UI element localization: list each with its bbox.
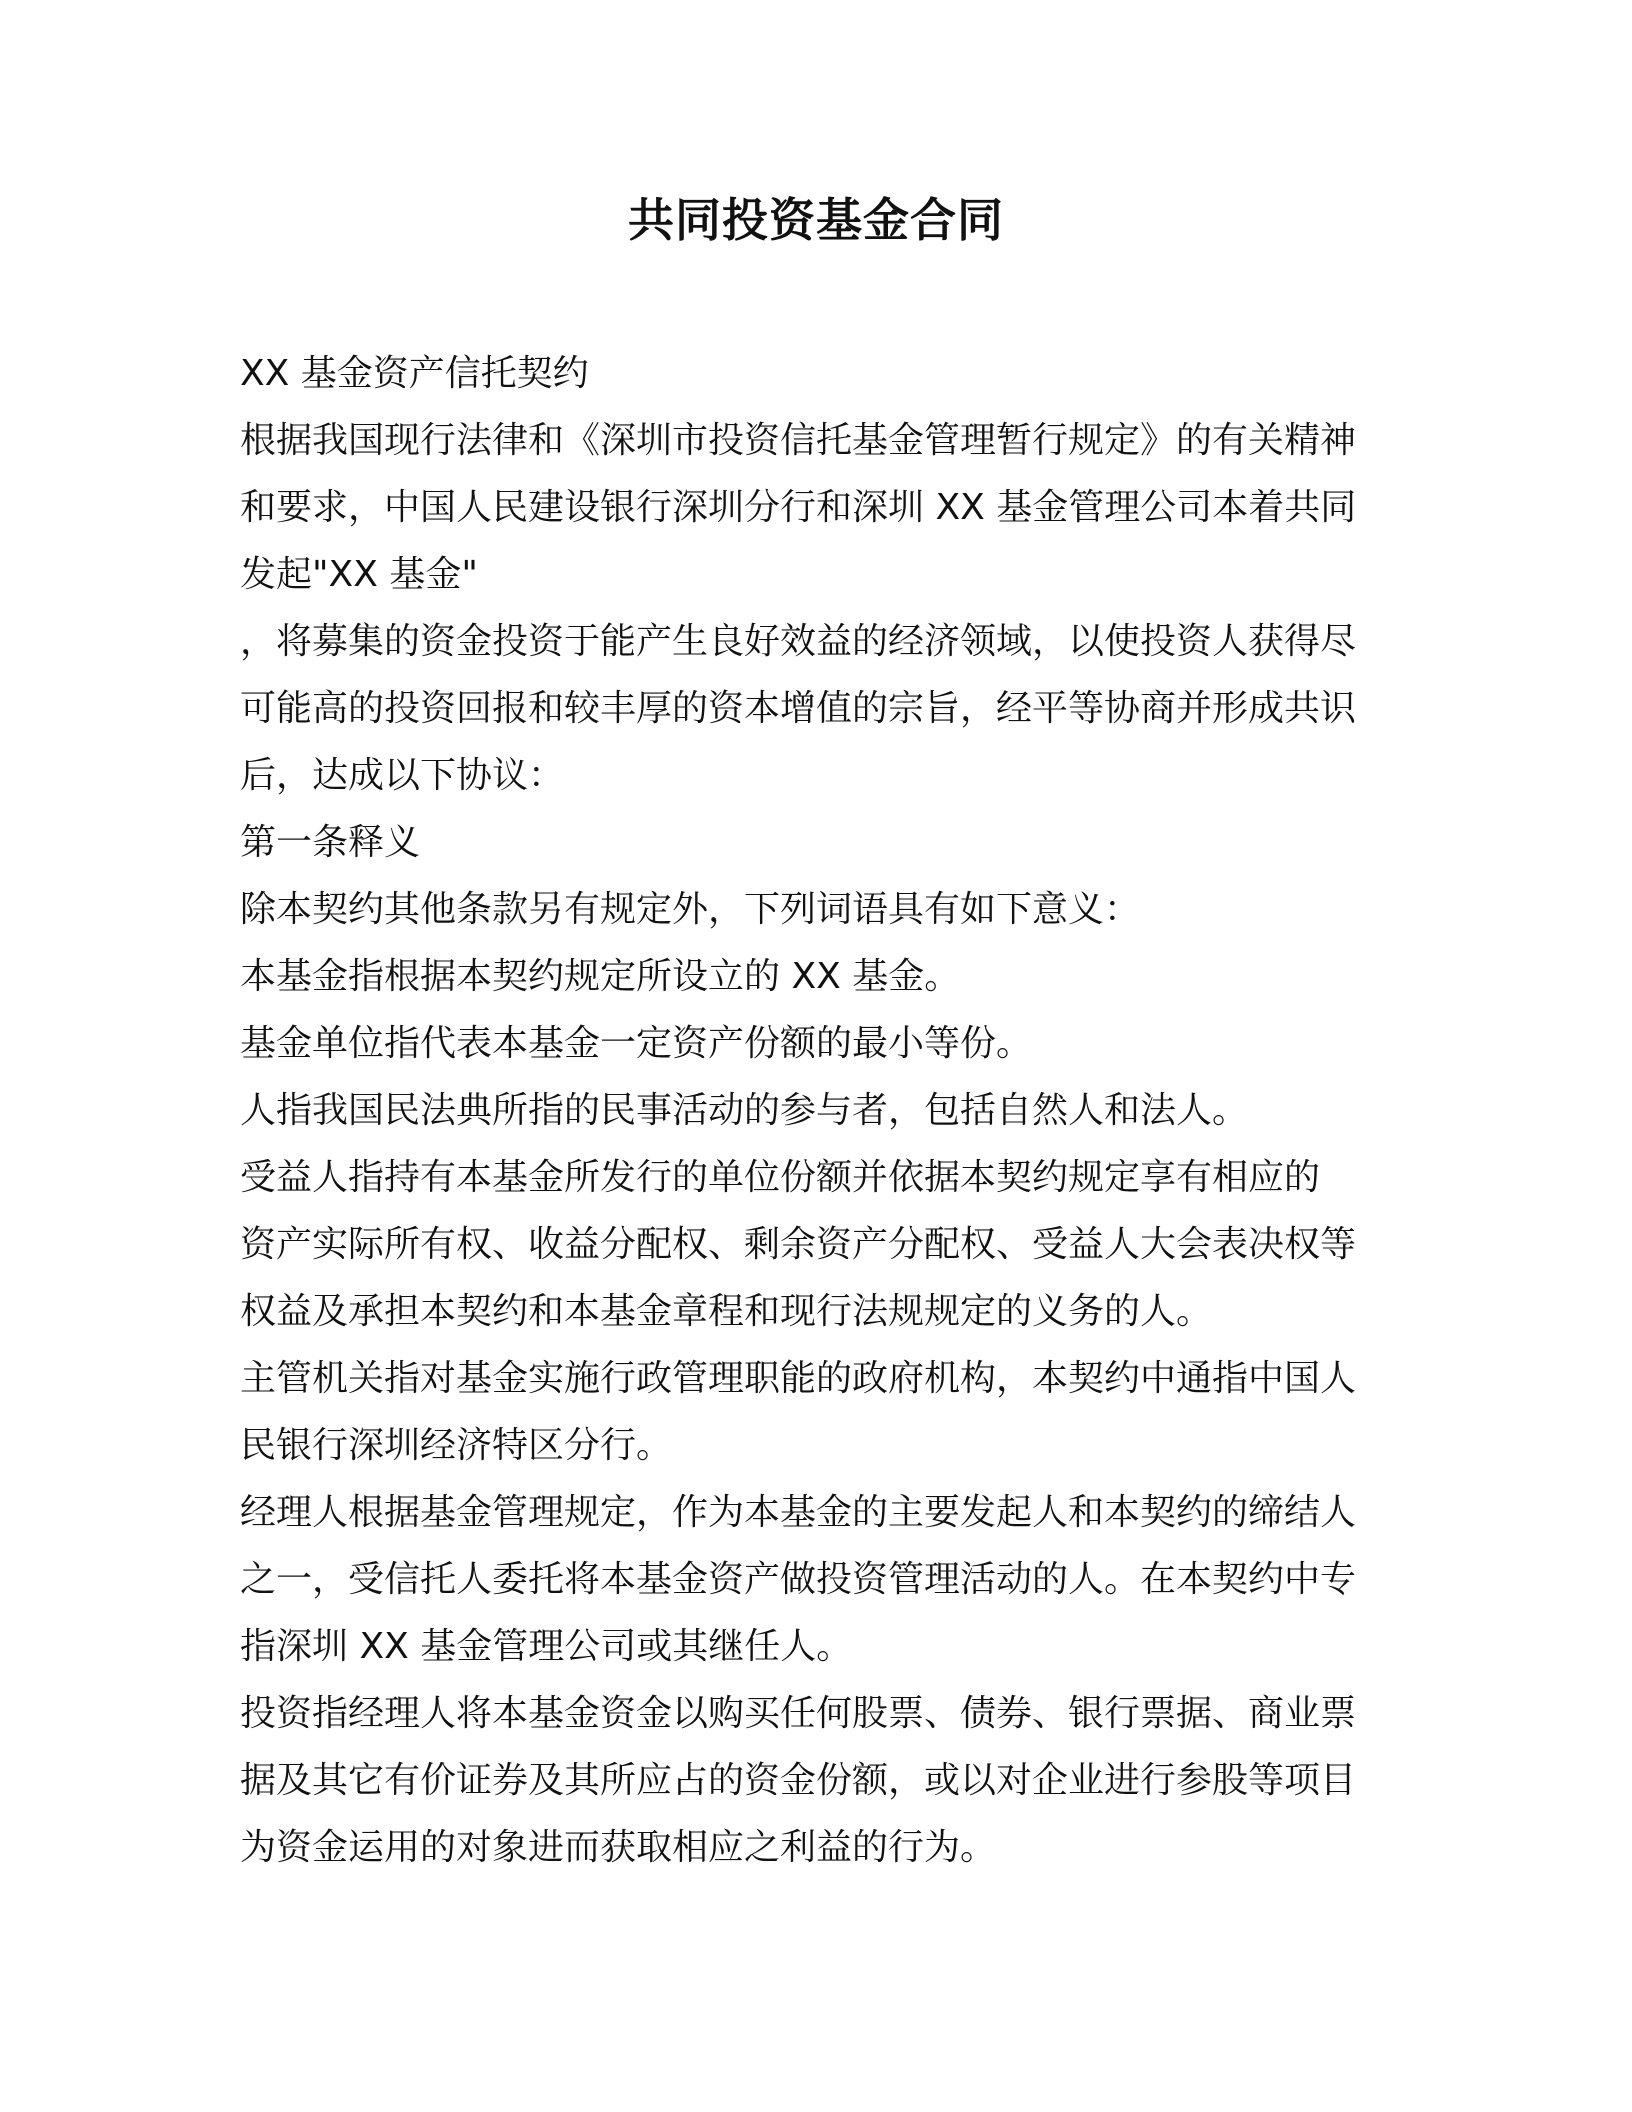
definition-line: 权益及承担本契约和本基金章程和现行法规规定的义务的人。 [240, 1291, 1213, 1332]
body-line: ，将募集的资金投资于能产生良好效益的经济领域，以使投资人获得尽 [240, 621, 1357, 662]
body-line: 根据我国现行法律和《深圳市投资信托基金管理暂行规定》的有关精神 [240, 420, 1357, 461]
document-body [240, 340, 1402, 1881]
definition-line: 据及其它有价证券及其所应占的资金份额，或以对企业进行参股等项目 [240, 1760, 1357, 1801]
body-line: 后，达成以下协议： [240, 755, 565, 796]
definition-line: 经理人根据基金管理规定，作为本基金的主要发起人和本契约的缔结人 [240, 1492, 1357, 1533]
body-line: 可能高的投资回报和较丰厚的资本增值的宗旨，经平等协商并形成共识 [240, 688, 1357, 729]
definition-line: 人指我国民法典所指的民事活动的参与者，包括自然人和法人。 [240, 1090, 1249, 1131]
definition-line: 之一，受信托人委托将本基金资产做投资管理活动的人。在本契约中专 [240, 1559, 1357, 1600]
body-line: 和要求，中国人民建设银行深圳分行和深圳 XX 基金管理公司本着共同 [240, 487, 1357, 528]
body-line: 除本契约其他条款另有规定外，下列词语具有如下意义： [240, 889, 1141, 930]
section-heading: 第一条释义 [240, 822, 421, 863]
definition-line: 为资金运用的对象进而获取相应之利益的行为。 [240, 1827, 997, 1868]
definition-line: 投资指经理人将本基金资金以购买任何股票、债券、银行票据、商业票 [240, 1693, 1357, 1734]
definition-line: 基金单位指代表本基金一定资产份额的最小等份。 [240, 1023, 1033, 1064]
body-line: 发起"XX 基金" [240, 554, 478, 595]
body-line: XX 基金资产信托契约 [240, 353, 589, 394]
definition-line: 资产实际所有权、收益分配权、剩余资产分配权、受益人大会表决权等 [240, 1224, 1357, 1265]
definition-line: 受益人指持有本基金所发行的单位份额并依据本契约规定享有相应的 [240, 1157, 1321, 1198]
definition-line: 主管机关指对基金实施行政管理职能的政府机构，本契约中通指中国人 [240, 1358, 1357, 1399]
definition-line: 民银行深圳经济特区分行。 [240, 1425, 673, 1466]
definition-line: 指深圳 XX 基金管理公司或其继任人。 [240, 1626, 853, 1667]
definition-line: 本基金指根据本契约规定所设立的 XX 基金。 [240, 956, 961, 997]
document-title: 共同投资基金合同 [628, 193, 1004, 247]
